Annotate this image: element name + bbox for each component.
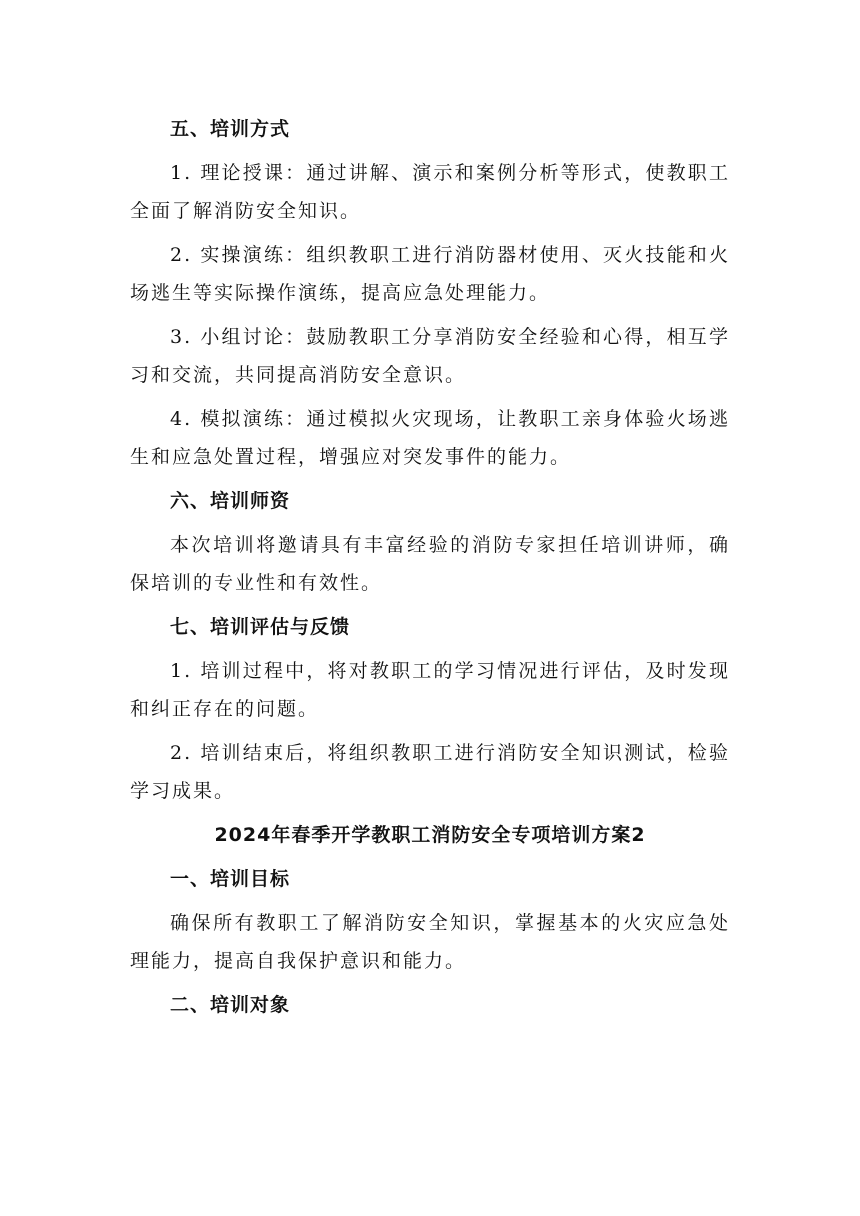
section-heading-training-targets: 二、培训对象 xyxy=(170,994,291,1016)
evaluation-item: 1. 培训过程中，将对教职工的学习情况进行评估，及时发现和纠正存在的问题。 xyxy=(130,660,730,720)
training-method-item: 4. 模拟演练：通过模拟火灾现场，让教职工亲身体验火场逃生和应急处置过程，增强应对突发事件的能力。 xyxy=(130,408,730,468)
training-goals-paragraph: 确保所有教职工了解消防安全知识，掌握基本的火灾应急处理能力，提高自我保护意识和能力。 xyxy=(130,912,730,972)
section-heading-training-goals: 一、培训目标 xyxy=(170,868,291,890)
training-method-item: 2. 实操演练：组织教职工进行消防器材使用、灭火技能和火场逃生等实际操作演练，提高应急处理能力。 xyxy=(130,244,730,304)
section-heading-evaluation: 七、培训评估与反馈 xyxy=(170,616,351,638)
section-heading-instructors: 六、培训师资 xyxy=(170,490,291,512)
document-title: 2024年春季开学教职工消防安全专项培训方案2 xyxy=(214,824,646,846)
training-method-item: 3. 小组讨论：鼓励教职工分享消防安全经验和心得，相互学习和交流，共同提高消防安全意识。 xyxy=(130,326,730,386)
section-heading-training-methods: 五、培训方式 xyxy=(170,118,291,140)
evaluation-item: 2. 培训结束后，将组织教职工进行消防安全知识测试，检验学习成果。 xyxy=(130,742,730,802)
training-method-item: 1. 理论授课：通过讲解、演示和案例分析等形式，使教职工全面了解消防安全知识。 xyxy=(130,162,730,222)
instructors-paragraph: 本次培训将邀请具有丰富经验的消防专家担任培训讲师，确保培训的专业性和有效性。 xyxy=(130,534,730,594)
